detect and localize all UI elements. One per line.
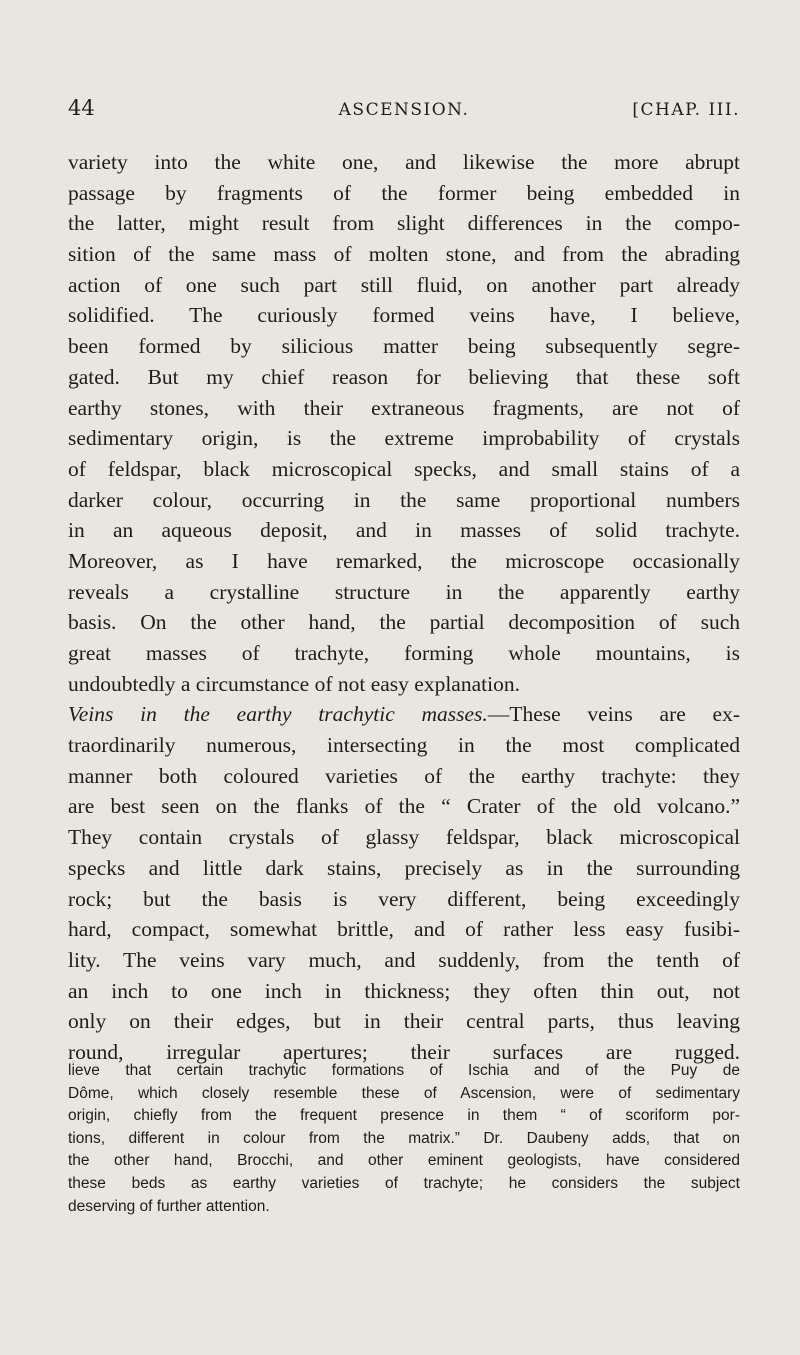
footnote-line: origin, chiefly from the frequent presence in them “ of scoriform por- — [68, 1107, 740, 1125]
text-line: Moreover, as I have remarked, the microscope occasionally — [68, 548, 740, 573]
text-line: variety into the white one, and likewise the more abrupt — [68, 150, 740, 174]
text-line: darker colour, occurring in the same proportional numbers — [68, 487, 740, 512]
footnote-line: these beds as earthy varieties of trachyte; he considers the subject — [68, 1174, 740, 1192]
footnote — [68, 1060, 740, 1218]
page-number: 44 — [68, 96, 95, 120]
text-line: undoubtedly a circumstance of not easy explanation. — [68, 671, 520, 696]
footnote-line: Dôme, which closely resemble these of Ascension, were of sedimentary — [68, 1084, 740, 1102]
text-line: lity. The veins vary much, and suddenly, from the tenth of — [68, 947, 740, 972]
section-heading-line — [68, 699, 740, 730]
section-heading: Veins in the earthy trachytic masses. — [68, 702, 488, 727]
chapter-label: [CHAP. III. — [632, 100, 740, 120]
text-line: rock; but the basis is very different, being exceedingly — [68, 886, 740, 911]
text-line: the latter, might result from slight differences in the compo- — [68, 211, 740, 236]
footnote-line: tions, different in colour from the matrix.” Dr. Daubeny adds, that on — [68, 1129, 740, 1147]
footnote-line: deserving of further attention. — [68, 1197, 270, 1215]
footnote-line: the other hand, Brocchi, and other eminent geologists, have considered — [68, 1152, 740, 1170]
text-line: earthy stones, with their extraneous fragments, are not of — [68, 395, 740, 420]
page-header — [68, 96, 740, 126]
text-line: been formed by silicious matter being subsequently segre- — [68, 334, 740, 359]
text-line: only on their edges, but in their central parts, thus leaving — [68, 1009, 740, 1034]
text-line: basis. On the other hand, the partial decomposition of such — [68, 610, 740, 635]
text-line: manner both coloured varieties of the earthy trachyte: they — [68, 763, 740, 788]
text-line: great masses of trachyte, forming whole mountains, is — [68, 641, 740, 665]
text-line: hard, compact, somewhat brittle, and of rather less easy fusibi- — [68, 917, 740, 942]
text-line: round, irregular apertures; their surfaces are rugged. — [68, 1039, 740, 1064]
text-line: an inch to one inch in thickness; they often thin out, not — [68, 978, 740, 1003]
text-line: action of one such part still fluid, on another part already — [68, 272, 740, 297]
running-title: ASCENSION. — [338, 100, 470, 120]
text-line: solidified. The curiously formed veins have, I believe, — [68, 303, 740, 328]
text-line: are best seen on the flanks of the “ Crater of the old volcano.” — [68, 794, 740, 819]
text-line: passage by fragments of the former being embedded in — [68, 180, 740, 205]
text-line: sedimentary origin, is the extreme improbability of crystals — [68, 426, 740, 451]
footnote-line: lieve that certain trachytic formations of Ischia and of the Puy de — [68, 1062, 740, 1079]
main-text — [68, 147, 740, 1068]
text-line: in an aqueous deposit, and in masses of solid trachyte. — [68, 518, 740, 543]
section-heading-rest: —These veins are ex- — [487, 702, 741, 727]
text-line: sition of the same mass of molten stone, and from the abrading — [68, 242, 740, 267]
text-line: They contain crystals of glassy feldspar, black microscopical — [68, 825, 740, 850]
text-line: specks and little dark stains, precisely as in the surrounding — [68, 855, 740, 880]
text-line: traordinarily numerous, intersecting in the most complicated — [68, 733, 740, 758]
text-line: gated. But my chief reason for believing that these soft — [68, 364, 740, 389]
text-line: of feldspar, black microscopical specks, and small stains of a — [68, 456, 740, 481]
text-line: reveals a crystalline structure in the apparently earthy — [68, 579, 740, 604]
